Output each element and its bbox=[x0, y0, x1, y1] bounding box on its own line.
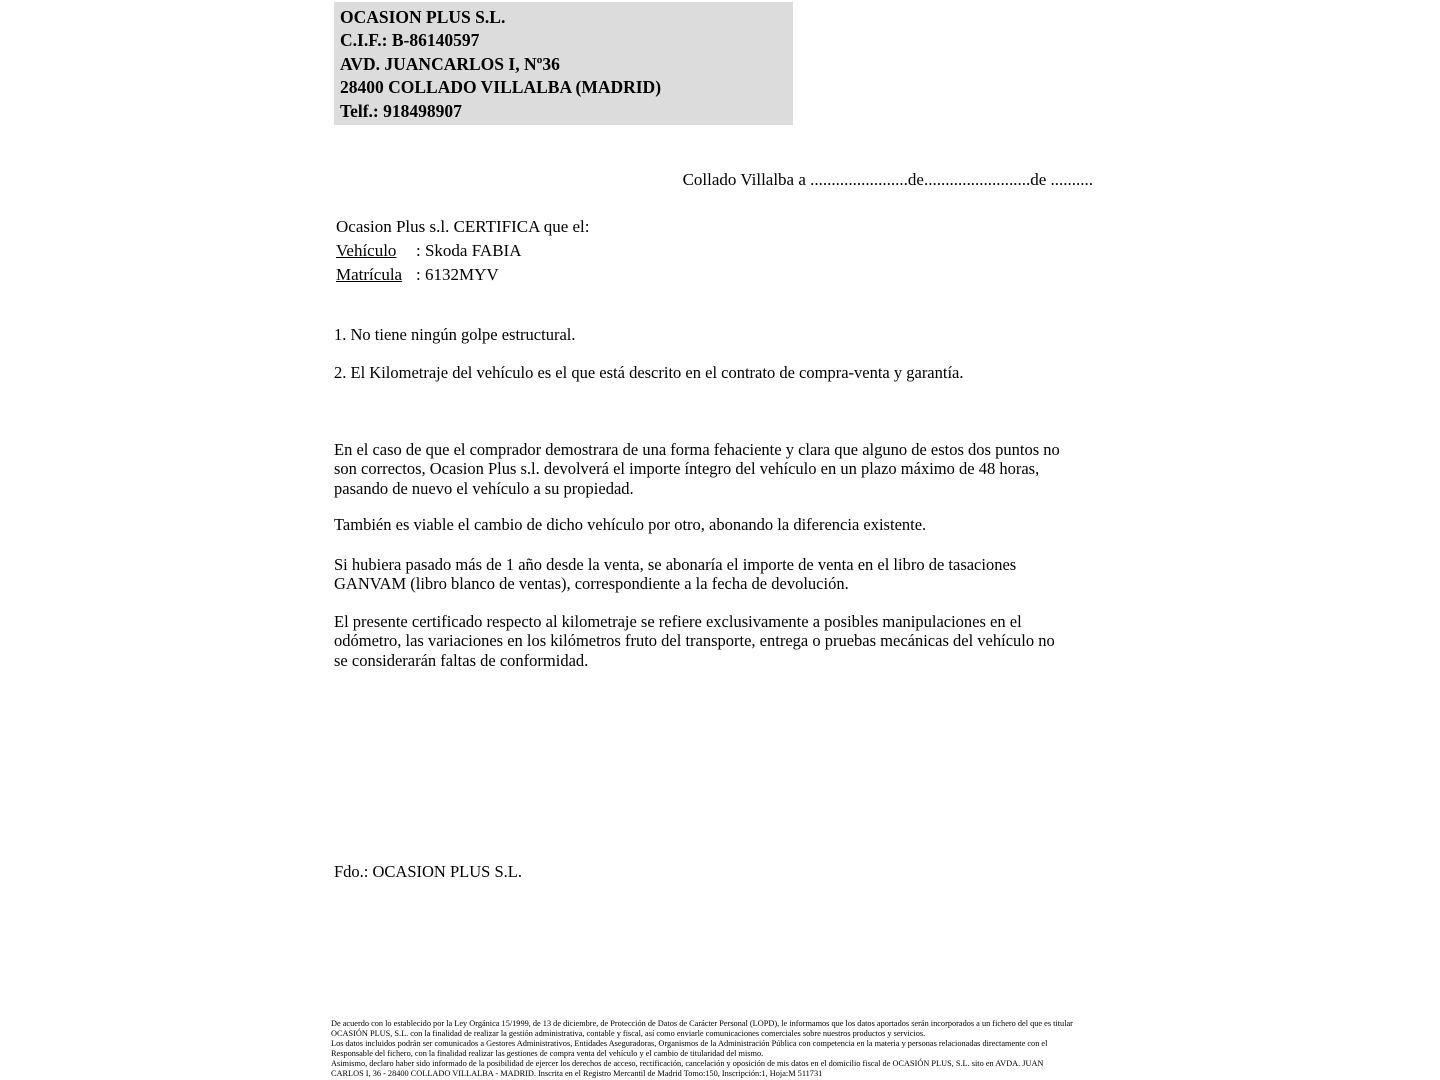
legal-footer-line: Los datos incluidos podrán ser comunicados a Gestores Administrativos, Entidades Aseguradoras, Organismos de la Administración Pública con competencia en la materia y personas relacionadas directamente con el bbox=[331, 1038, 1048, 1048]
legal-footer-line: Responsable del fichero, con la finalidad realizar las gestiones de compra venta del vehículo y el cambio de titularidad del mismo. bbox=[331, 1048, 764, 1058]
paragraph-line: pasando de nuevo el vehículo a su propiedad. bbox=[334, 478, 634, 498]
legal-footer-line: De acuerdo con lo establecido por la Ley Orgánica 15/1999, de 13 de diciembre, de Protección de Datos de Carácter Personal (LOPD), le informamos que los datos aportados serán incorporados a un fichero del que es titular bbox=[331, 1019, 1073, 1028]
plate-row bbox=[336, 263, 590, 287]
company-phone: Telf.: 918498907 bbox=[340, 100, 462, 121]
paragraph-line: son correctos, Ocasion Plus s.l. devolverá el importe íntegro del vehículo en un plazo máximo de 48 horas, bbox=[334, 459, 1040, 479]
vehicle-row bbox=[336, 239, 590, 263]
plate-value: : 6132MYV bbox=[416, 264, 499, 284]
condition-1: 1. No tiene ningún golpe estructural. bbox=[334, 325, 576, 344]
plate-label: Matrícula bbox=[336, 264, 403, 284]
legal-footer-line: OCASIÓN PLUS, S.L. con la finalidad de realizar la gestión administrativa, contable y fiscal, así como enviarle comunicaciones comerciales sobre nuestros productos y servicios. bbox=[331, 1028, 926, 1038]
company-name: OCASION PLUS S.L. bbox=[340, 7, 506, 27]
paragraph-ganvam-valuation bbox=[334, 555, 1104, 594]
company-cif: C.I.F.: B-86140597 bbox=[340, 30, 480, 51]
paragraph-line: En el caso de que el comprador demostrara de una forma fehaciente y clara que alguno de estos dos puntos no bbox=[334, 440, 1060, 459]
paragraph-line: Si hubiera pasado más de 1 año desde la venta, se abonaría el importe de venta en el libro de tasaciones bbox=[334, 555, 1017, 574]
vehicle-value: : Skoda FABIA bbox=[416, 240, 522, 260]
paragraph-line: El presente certificado respecto al kilometraje se refiere exclusivamente a posibles manipulaciones en el bbox=[334, 612, 1022, 631]
legal-footer bbox=[331, 1019, 1121, 1079]
certification-intro: Ocasion Plus s.l. CERTIFICA que el: bbox=[336, 217, 590, 236]
paragraph-exchange-option bbox=[334, 515, 1104, 534]
company-city: 28400 COLLADO VILLALBA (MADRID) bbox=[340, 77, 662, 98]
date-line: Collado Villalba a .......................de.........................de .......... bbox=[682, 170, 1093, 189]
paragraph-line: También es viable el cambio de dicho vehículo por otro, abonando la diferencia existente. bbox=[334, 515, 927, 534]
company-letterhead bbox=[334, 2, 793, 125]
legal-footer-line: Asimismo, declaro haber sido informado de la posibilidad de ejercer los derechos de acceso, rectificación, cancelación y oposición de mis datos en el domicilio fiscal de OCASIÓN PLUS, S.L. sito en AVDA. JUAN bbox=[331, 1058, 1044, 1068]
condition-2: 2. El Kilometraje del vehículo es el que está descrito en el contrato de compra-venta y garantía. bbox=[334, 363, 964, 382]
legal-footer-line: CARLOS I, 36 - 28400 COLLADO VILLALBA - MADRID. Inscrita en el Registro Mercantil de Madrid Tomo:150, Inscripción:1, Hoja:M 511731 bbox=[331, 1068, 823, 1078]
paragraph-odometer-disclaimer bbox=[334, 612, 1104, 670]
paragraph-refund-guarantee bbox=[334, 440, 1104, 498]
company-address: AVD. JUANCARLOS I, Nº36 bbox=[340, 53, 560, 74]
certification-block bbox=[336, 215, 590, 286]
paragraph-line: odómetro, las variaciones en los kilómetros fruto del transporte, entrega o pruebas mecánicas del vehículo no bbox=[334, 631, 1055, 651]
paragraph-line: se considerarán faltas de conformidad. bbox=[334, 650, 589, 670]
paragraph-line: GANVAM (libro blanco de ventas), correspondiente a la fecha de devolución. bbox=[334, 574, 849, 594]
signature-line: Fdo.: OCASION PLUS S.L. bbox=[334, 862, 522, 881]
vehicle-label: Vehículo bbox=[336, 240, 397, 260]
